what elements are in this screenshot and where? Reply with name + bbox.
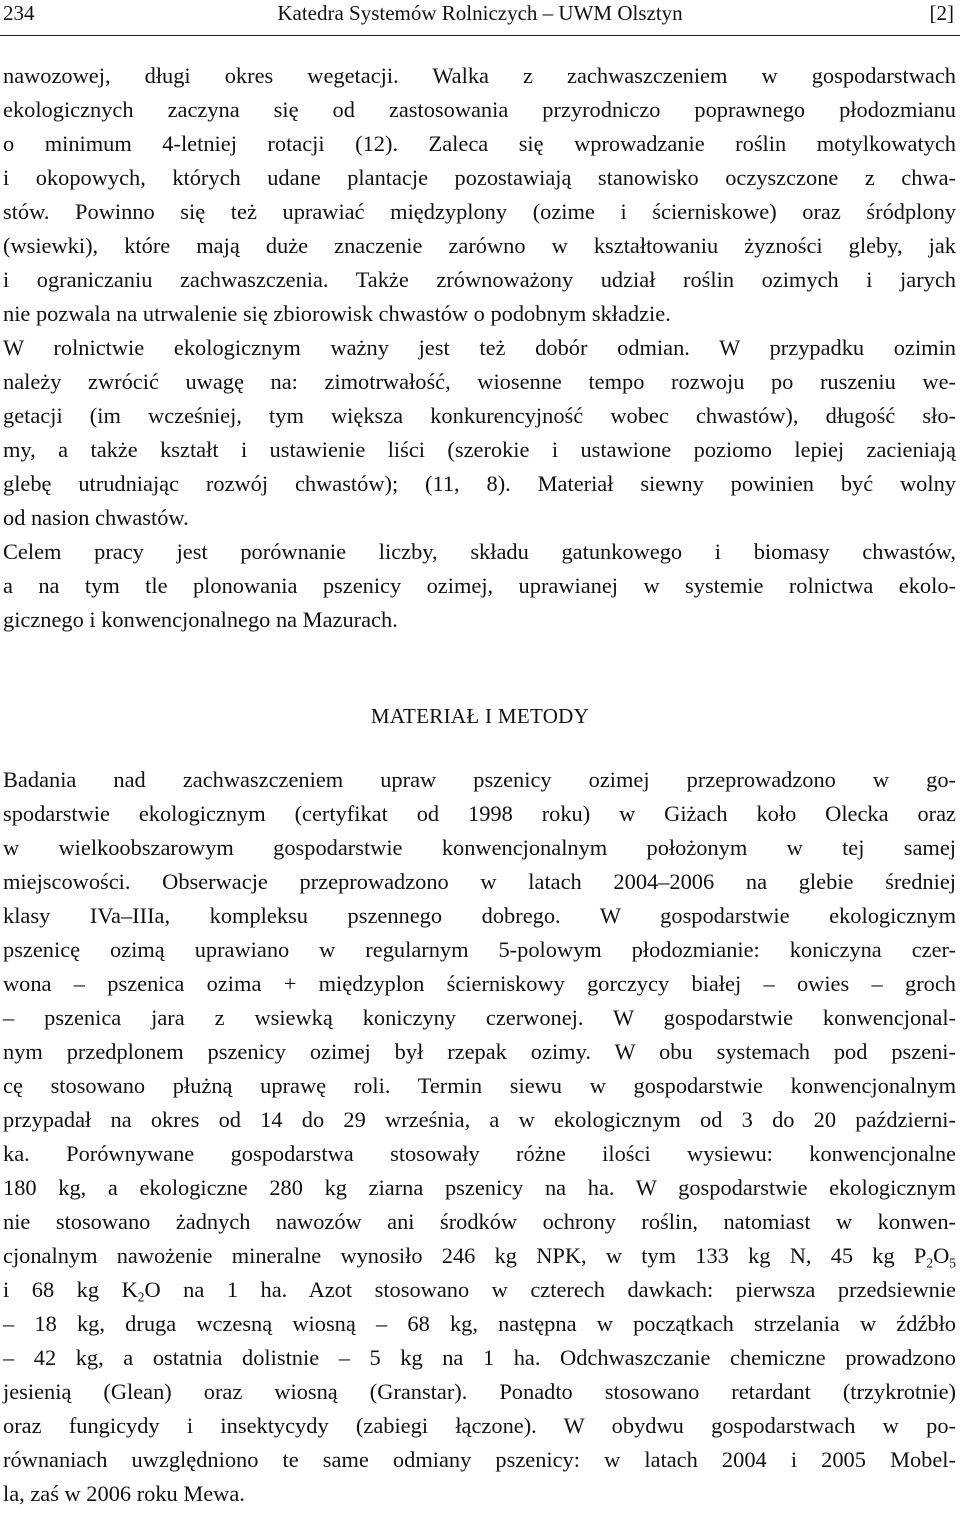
journal-title: Katedra Systemów Rolniczych – UWM Olsztyn <box>277 1 683 25</box>
text-line: (wsiewki), które mają duże znaczenie zarówno w kształtowaniu żyzności gleby, jak <box>3 233 956 258</box>
text-segment: cjonalnym nawożenie mineralne wynosiło 246 kg NPK, w tym 133 kg N, 45 kg P <box>3 1243 927 1268</box>
text-line: klasy IVa–IIIa, kompleksu pszennego dobrego. W gospodarstwie ekologicznym <box>3 903 956 928</box>
text-line: 180 kg, a ekologiczne 280 kg ziarna pszenicy na ha. W gospodarstwie ekologicznym <box>3 1175 956 1200</box>
header-rule <box>0 35 960 36</box>
text-line: jesienią (Glean) oraz wiosną (Granstar). Ponadto stosowano retardant (trzykrotnie) <box>3 1379 956 1404</box>
text-line: stów. Powinno się też uprawiać międzyplony (ozime i ścierniskowe) oraz śródplony <box>3 199 956 224</box>
text-line: od nasion chwastów. <box>3 505 189 530</box>
text-line: wona – pszenica ozima + międzyplon ścierniskowy gorczycy białej – owies – groch <box>3 971 956 996</box>
text-segment: O <box>933 1243 950 1268</box>
text-line: o minimum 4-letniej rotacji (12). Zaleca się wprowadzanie roślin motylkowatych <box>3 131 956 156</box>
text-line: my, a także kształt i ustawienie liści (szerokie i ustawione poziomo lepiej zacieniają <box>3 437 956 462</box>
subscript-2: 2 <box>137 1289 145 1305</box>
text-line: spodarstwie ekologicznym (certyfikat od 1998 roku) w Giżach koło Olecka oraz <box>3 801 956 826</box>
text-line: Badania nad zachwaszczeniem upraw pszenicy ozimej przeprowadzono w go- <box>3 767 956 792</box>
text-line: Celem pracy jest porównanie liczby, składu gatunkowego i biomasy chwastów, <box>3 539 956 564</box>
text-line: i ograniczaniu zachwaszczenia. Także zrównoważony udział roślin ozimych i jarych <box>3 267 956 292</box>
text-line: – pszenica jara z wsiewką koniczyny czerwonej. W gospodarstwie konwencjonal- <box>3 1005 956 1030</box>
text-line: równaniach uwzględniono te same odmiany pszenicy: w latach 2004 i 2005 Mobel- <box>3 1447 956 1472</box>
text-line: pszenicę ozimą uprawiano w regularnym 5-polowym płodozmianie: koniczyna czer- <box>3 937 956 962</box>
text-segment: O na 1 ha. Azot stosowano w czterech dawkach: pierwsza przedsiewnie <box>144 1277 956 1302</box>
text-line: ekologicznych zaczyna się od zastosowania przyrodniczo poprawnego płodozmianu <box>3 97 956 122</box>
text-line: – 42 kg, a ostatnia dolistnie – 5 kg na 1 ha. Odchwaszczanie chemiczne prowadzono <box>3 1345 956 1370</box>
text-line: nym przedplonem pszenicy ozimej był rzepak ozimy. W obu systemach pod pszeni- <box>3 1039 956 1064</box>
text-segment: i 68 kg K <box>3 1277 138 1302</box>
page-number: 234 <box>3 1 35 25</box>
text-line: ka. Porównywane gospodarstwa stosowały różne ilości wysiewu: konwencjonalne <box>3 1141 956 1166</box>
text-line: oraz fungicydy i insektycydy (zabiegi łączone). W obydwu gospodarstwach w po- <box>3 1413 956 1438</box>
subscript-2: 2 <box>926 1255 934 1271</box>
section-heading: MATERIAŁ I METODY <box>370 704 590 728</box>
text-line: – 18 kg, druga wczesną wiosną – 68 kg, następna w początkach strzelania w źdźbło <box>3 1311 956 1336</box>
text-line <box>3 1241 956 1271</box>
text-line: cę stosowano płużną uprawę roli. Termin siewu w gospodarstwie konwencjonalnym <box>3 1073 956 1098</box>
text-line: i okopowych, których udane plantacje pozostawiają stanowisko oczyszczone z chwa- <box>3 165 956 190</box>
text-line <box>3 1275 956 1305</box>
text-line: W rolnictwie ekologicznym ważny jest też dobór odmian. W przypadku ozimin <box>3 335 956 360</box>
text-line: nawozowej, długi okres wegetacji. Walka z zachwaszczeniem w gospodarstwach <box>3 63 956 88</box>
text-line: gicznego i konwencjonalnego na Mazurach. <box>3 607 398 632</box>
subscript-5: 5 <box>949 1255 956 1271</box>
text-line: miejscowości. Obserwacje przeprowadzono w latach 2004–2006 na glebie średniej <box>3 869 956 894</box>
text-line: nie pozwala na utrwalenie się zbiorowisk chwastów o podobnym składzie. <box>3 301 671 326</box>
text-line: w wielkoobszarowym gospodarstwie konwencjonalnym położonym w tej samej <box>3 835 956 860</box>
text-line: przypadał na okres od 14 do 29 września, a w ekologicznym od 3 do 20 październi- <box>3 1107 956 1132</box>
text-line: nie stosowano żadnych nawozów ani środków ochrony roślin, natomiast w konwen- <box>3 1209 956 1234</box>
text-line: glebę utrudniając rozwój chwastów); (11, 8). Materiał siewny powinien być wolny <box>3 471 956 496</box>
text-line: należy zwrócić uwagę na: zimotrwałość, wiosenne tempo rozwoju po ruszeniu we- <box>3 369 956 394</box>
text-line: a na tym tle plonowania pszenicy ozimej, uprawianej w systemie rolnictwa ekolo- <box>3 573 956 598</box>
text-line: la, zaś w 2006 roku Mewa. <box>3 1481 245 1506</box>
reference-number: [2] <box>929 1 954 25</box>
text-line: getacji (im wcześniej, tym większa konkurencyjność wobec chwastów), długość sło- <box>3 403 956 428</box>
running-header <box>0 0 960 34</box>
